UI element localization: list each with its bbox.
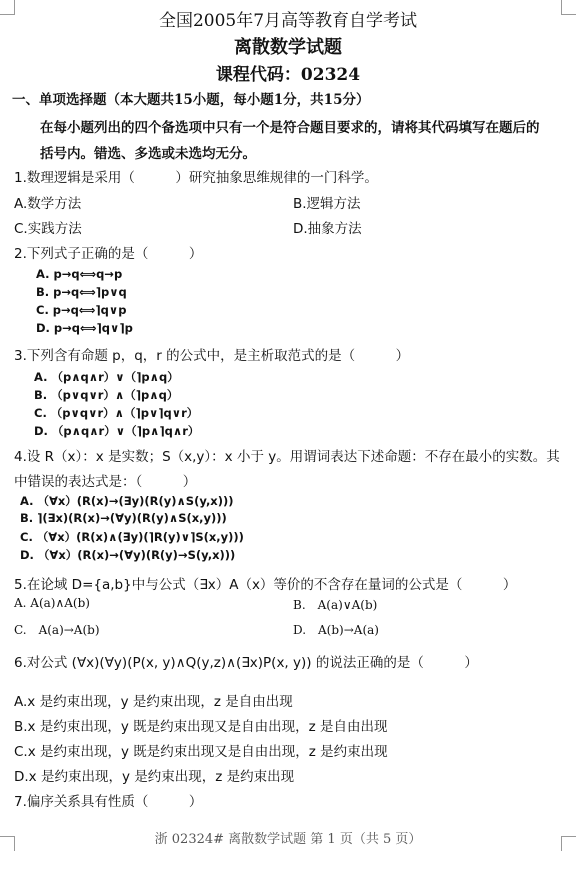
section-heading: 一、单项选择题（本大题共15小题，每小题1分，共15分） <box>12 92 370 108</box>
question-2-option-a: A. p→q⟺q→p <box>36 267 123 281</box>
exam-title: 全国2005年7月高等教育自学考试 <box>158 11 418 31</box>
question-1-option-c: C.实践方法 <box>14 221 82 237</box>
question-2-option-b: B. p→q⟺⌉p∨q <box>36 285 127 299</box>
question-7-stem: 7.偏序关系具有性质（ ） <box>14 794 203 810</box>
course-code: 课程代码：02324 <box>215 65 361 85</box>
question-4-stem-line2: 中错误的表达式是：（ ） <box>14 474 197 490</box>
question-5-option-b: B. A(a)∨A(b) <box>293 598 378 612</box>
subject-title: 离散数学试题 <box>234 37 342 58</box>
question-3-stem: 3.下列含有命题 p，q，r 的公式中，是主析取范式的是（ ） <box>14 348 410 364</box>
question-3-option-a: A. （p∧q∧r）∨（⌉p∧q） <box>34 370 179 384</box>
section-instruction-line2: 括号内。错选、多选或未选均无分。 <box>40 146 256 162</box>
question-2-option-d: D. p→q⟺⌉q∨⌉p <box>36 321 133 335</box>
question-5-option-d: D. A(b)→A(a) <box>293 623 379 637</box>
question-1-stem: 1.数理逻辑是采用（ ）研究抽象思维规律的一门科学。 <box>14 170 378 186</box>
question-2-option-c: C. p→q⟺⌉q∨p <box>36 303 127 317</box>
question-3-option-c: C. （p∨q∨r）∧（⌉p∨⌉q∨r） <box>34 406 199 420</box>
question-4-option-b: B. ⌉(∃x)(R(x)→(∀y)(R(y)∧S(x,y))) <box>20 511 227 525</box>
question-5-stem: 5.在论域 D={a,b}中与公式（∃x）A（x）等价的不含存在量词的公式是（ ） <box>14 577 517 593</box>
page-footer: 浙 02324# 离散数学试题 第 1 页（共 5 页） <box>154 832 422 847</box>
question-5-option-c: C. A(a)→A(b) <box>14 623 100 637</box>
question-6-option-c: C.x 是约束出现，y 既是约束出现又是自由出现，z 是约束出现 <box>14 744 388 760</box>
question-4-option-c: C. （∀x）(R(x)∧(∃y)(⌉R(y)∨⌉S(x,y))) <box>20 530 244 544</box>
question-1-option-a: A.数学方法 <box>14 196 82 212</box>
question-5-option-a: A. A(a)∧A(b) <box>14 596 90 610</box>
question-2-stem: 2.下列式子正确的是（ ） <box>14 246 203 262</box>
question-6-option-b: B.x 是约束出现，y 既是约束出现又是自由出现，z 是自由出现 <box>14 719 388 735</box>
section-instruction-line1: 在每小题列出的四个备选项中只有一个是符合题目要求的，请将其代码填写在题后的 <box>40 120 540 136</box>
question-3-option-d: D. （p∧q∧r）∨（⌉p∧⌉q∧r） <box>34 424 200 438</box>
question-6-stem: 6.对公式 (∀x)(∀y)(P(x, y)∧Q(y,z)∧(∃x)P(x, y)) 的说法正确的是（ ） <box>14 655 478 671</box>
question-6-option-a: A.x 是约束出现，y 是约束出现，z 是自由出现 <box>14 694 293 710</box>
question-4-option-a: A. （∀x）(R(x)→(∃y)(R(y)∧S(y,x))) <box>20 494 234 508</box>
question-1-option-d: D.抽象方法 <box>293 221 362 237</box>
question-1-option-b: B.逻辑方法 <box>293 196 361 212</box>
question-3-option-b: B. （p∨q∨r）∧（⌉p∧q） <box>34 388 179 402</box>
question-4-stem-line1: 4.设 R（x）：x 是实数；S（x,y）：x 小于 y。用谓词表达下述命题：不存在最小的实数。其 <box>14 449 560 465</box>
question-6-option-d: D.x 是约束出现，y 是约束出现，z 是约束出现 <box>14 769 295 785</box>
question-4-option-d: D. （∀x）(R(x)→(∀y)(R(y)→S(y,x))) <box>20 548 236 562</box>
